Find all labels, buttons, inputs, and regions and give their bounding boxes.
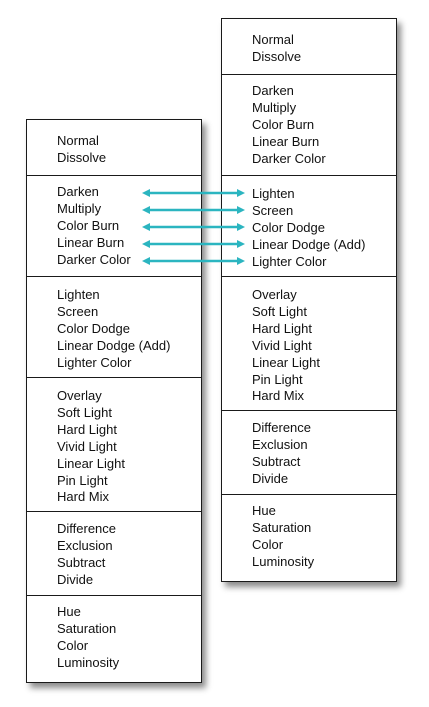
right-group-5 <box>222 411 396 495</box>
right-blend-mode-item: Luminosity <box>252 553 315 569</box>
left-blend-mode-item: Multiply <box>57 200 102 216</box>
right-blend-mode-item: Difference <box>252 420 312 435</box>
right-blend-mode-item: Pin Light <box>252 371 303 387</box>
left-blend-mode-item: Darken <box>57 184 99 199</box>
right-blend-mode-item: Multiply <box>252 99 297 115</box>
left-blend-mode-item: Lighter Color <box>57 354 132 370</box>
right-group-6 <box>222 495 396 571</box>
left-blend-mode-item: Hard Mix <box>57 489 110 505</box>
right-blend-mode-item: Screen <box>252 202 294 218</box>
left-blend-mode-item: Pin Light <box>57 472 108 488</box>
right-group-4 <box>222 277 396 411</box>
right-blend-mode-item: Overlay <box>252 287 297 302</box>
left-group-4 <box>27 378 201 512</box>
left-blend-mode-item: Screen <box>57 303 99 319</box>
right-blend-mode-item: Linear Light <box>252 354 320 370</box>
right-blend-mode-item: Hard Light <box>252 320 312 336</box>
right-group-3 <box>222 176 396 277</box>
left-blend-mode-item: Hue <box>57 604 81 619</box>
left-blend-mode-item: Soft Light <box>57 404 112 420</box>
left-blend-mode-item: Linear Dodge (Add) <box>57 337 171 353</box>
left-blend-mode-item: Subtract <box>57 554 106 570</box>
left-group-2 <box>27 176 201 277</box>
right-group-1 <box>222 19 396 75</box>
left-blend-mode-item: Hard Light <box>57 421 117 437</box>
right-blend-mode-item: Linear Burn <box>252 133 320 149</box>
right-blend-mode-item: Color Burn <box>252 116 315 132</box>
right-blend-mode-item: Dissolve <box>252 48 302 64</box>
right-blend-mode-item: Subtract <box>252 453 301 469</box>
left-blend-mode-item: Color Burn <box>57 217 120 233</box>
left-blend-mode-item: Dissolve <box>57 149 107 165</box>
left-blend-mode-item: Lighten <box>57 287 100 302</box>
right-blend-mode-item: Divide <box>252 470 289 486</box>
left-blend-mode-item: Color <box>57 637 89 653</box>
right-blend-mode-item: Darken <box>252 83 294 98</box>
left-blend-mode-item: Exclusion <box>57 537 113 553</box>
right-blend-mode-item: Color Dodge <box>252 219 325 235</box>
left-blend-mode-item: Linear Burn <box>57 234 125 250</box>
blend-mode-list-right <box>221 18 397 582</box>
left-group-3 <box>27 277 201 378</box>
right-blend-mode-item: Exclusion <box>252 436 308 452</box>
blend-mode-list-left <box>26 119 202 683</box>
right-group-2 <box>222 75 396 176</box>
left-blend-mode-item: Vivid Light <box>57 438 117 454</box>
right-blend-mode-item: Hue <box>252 503 276 518</box>
right-blend-mode-item: Saturation <box>252 519 312 535</box>
left-blend-mode-item: Overlay <box>57 388 102 403</box>
right-blend-mode-item: Linear Dodge (Add) <box>252 236 366 252</box>
left-blend-mode-item: Divide <box>57 571 94 587</box>
left-group-6 <box>27 596 201 672</box>
right-blend-mode-item: Soft Light <box>252 303 307 319</box>
left-blend-mode-item: Luminosity <box>57 654 120 670</box>
right-blend-mode-item: Normal <box>252 32 294 47</box>
right-blend-mode-item: Color <box>252 536 284 552</box>
left-blend-mode-item: Linear Light <box>57 455 125 471</box>
left-group-5 <box>27 512 201 596</box>
left-blend-mode-item: Darker Color <box>57 251 131 267</box>
left-blend-mode-item: Saturation <box>57 620 117 636</box>
right-blend-mode-item: Lighten <box>252 186 295 201</box>
left-blend-mode-item: Color Dodge <box>57 320 130 336</box>
right-blend-mode-item: Lighter Color <box>252 253 327 269</box>
right-blend-mode-item: Vivid Light <box>252 337 312 353</box>
right-blend-mode-item: Hard Mix <box>252 388 305 404</box>
left-blend-mode-item: Normal <box>57 133 99 148</box>
left-blend-mode-item: Difference <box>57 521 117 536</box>
left-group-1 <box>27 120 201 176</box>
right-blend-mode-item: Darker Color <box>252 150 326 166</box>
